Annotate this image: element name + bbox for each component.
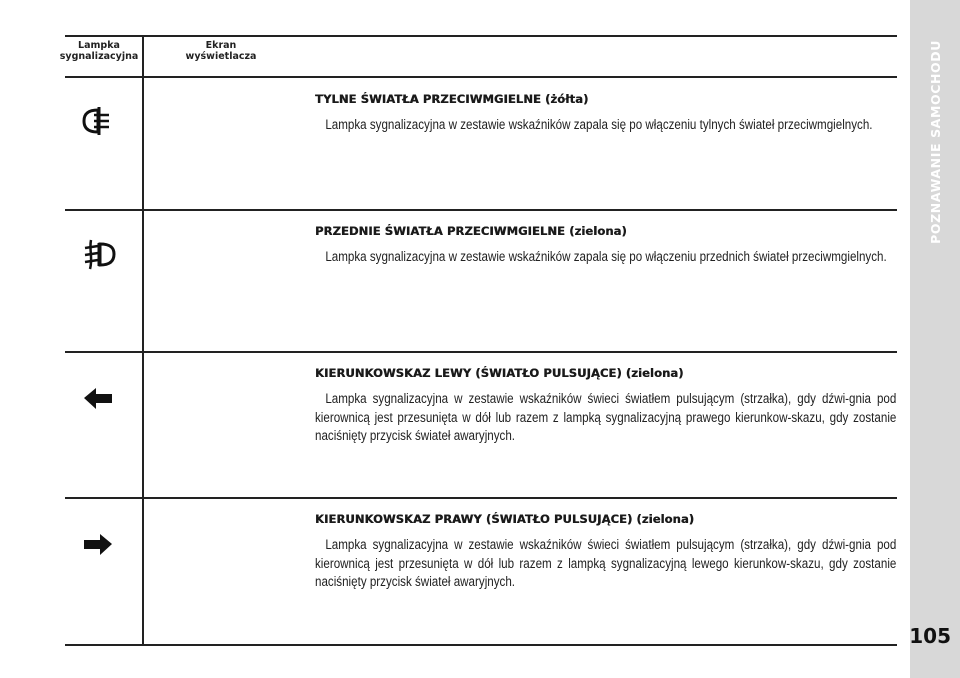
right-arrow-icon <box>76 530 120 566</box>
entry-text: Lampka sygnalizacyjna w zestawie wskaźników świeci światłem pulsującym (strzałka), gdy dźwi-gnia pod kierownicą jest przesunięta w dół lub razem z lampką sygnalizacyjną lewego kierunkow-skazu, gdy zostanie naciśnięty przycisk świateł awaryjnych. <box>315 537 897 589</box>
header-display: Ekran wyświetlacza <box>185 40 257 62</box>
header-rule <box>65 76 897 78</box>
section-title: POZNAWANIE SAMOCHODU <box>927 40 943 244</box>
entry-front-fog <box>315 224 897 267</box>
section-sidebar <box>910 0 960 678</box>
front-fog-light-icon <box>76 236 120 272</box>
row-rule-2 <box>65 351 897 353</box>
entry-left-indicator <box>315 366 897 446</box>
entry-title: KIERUNKOWSKAZ LEWY (ŚWIATŁO PULSUJĄCE) (zielona) <box>315 366 684 380</box>
entry-rear-fog <box>315 92 897 135</box>
section-title-box <box>910 40 960 280</box>
entry-title: KIERUNKOWSKAZ PRAWY (ŚWIATŁO PULSUJĄCE) (zielona) <box>315 512 695 526</box>
entry-text: Lampka sygnalizacyjna w zestawie wskaźników zapala się po włączeniu przednich świateł przeciwmgielnych. <box>325 249 887 264</box>
entry-text: Lampka sygnalizacyjna w zestawie wskaźników świeci światłem pulsującym (strzałka), gdy dźwi-gnia pod kierownicą jest przesunięta w dół lub razem z lampką sygnalizacyjną prawego kierunkow-skazu, gdy zostanie naciśnięty przycisk świateł awaryjnych. <box>315 391 897 443</box>
page-number: 105 <box>909 624 951 648</box>
header-warning-light: Lampka sygnalizacyjna <box>59 40 139 62</box>
entry-text: Lampka sygnalizacyjna w zestawie wskaźników zapala się po włączeniu tylnych świateł przeciwmgielnych. <box>325 117 873 132</box>
left-arrow-icon <box>76 384 120 420</box>
rear-fog-light-icon <box>76 102 120 138</box>
row-rule-1 <box>65 209 897 211</box>
table-top-rule <box>65 35 897 37</box>
entry-title: PRZEDNIE ŚWIATŁA PRZECIWMGIELNE (zielona) <box>315 224 627 238</box>
entry-title: TYLNE ŚWIATŁA PRZECIWMGIELNE (żółta) <box>315 92 589 106</box>
table-bottom-rule <box>65 644 897 646</box>
column-divider <box>142 36 144 646</box>
entry-right-indicator <box>315 512 897 592</box>
row-rule-3 <box>65 497 897 499</box>
